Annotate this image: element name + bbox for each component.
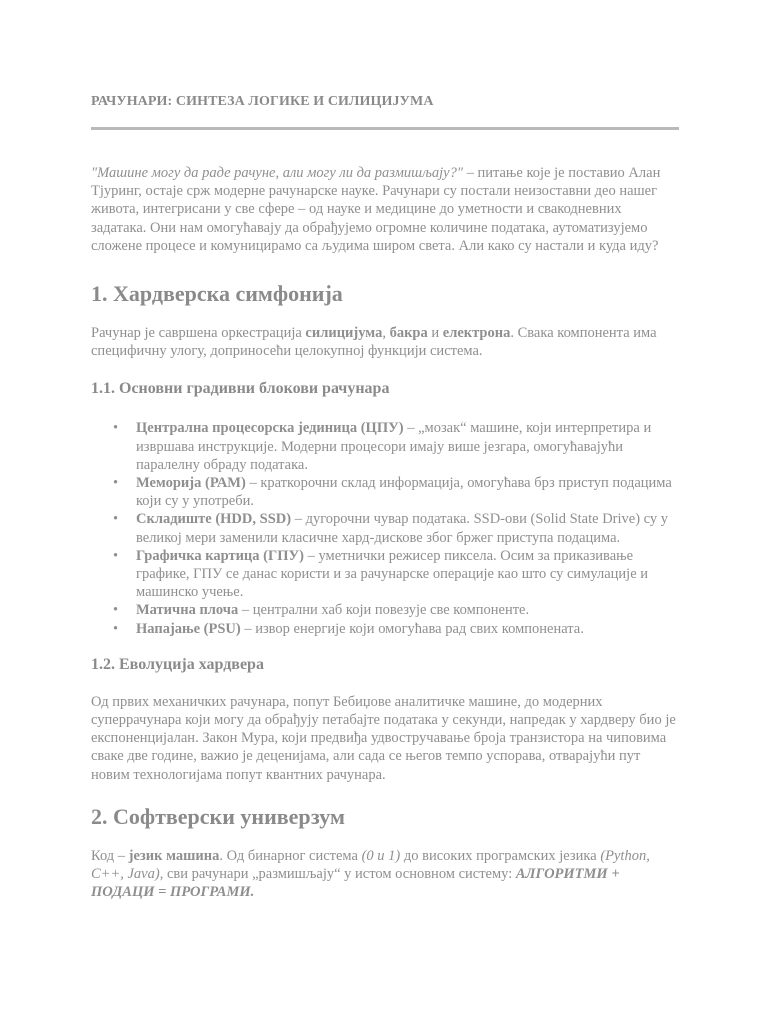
bullet-icon: • [113,420,119,437]
bullet-icon: • [113,475,119,492]
intro-paragraph [91,164,679,255]
list-item [91,620,679,638]
italic-term: (Python, C++, Java) [91,847,650,883]
list-item-term: Складиште (HDD, SSD) [136,511,292,528]
list-item-term: Графичка картица (ГПУ) [136,547,304,564]
title-divider [91,127,679,130]
list-item-desc: – централни хаб који повезује све компоненте. [238,602,530,619]
italic-term: (0 и 1) [361,847,401,864]
list-item-desc: – „мозак“ машине, који интерпретира и извршава инструкције. Модерни процесори имају више језгара, омогућавајући паралелну обраду података. [136,420,652,473]
document-body [91,164,679,901]
section1-paragraph: Рачунар је савршена оркестрација силицијума, бакра и електрона. Свака компонента има специфичну улогу, доприносећи целокупној функцији система. [91,325,657,360]
bullet-icon: • [113,602,119,619]
list-item [91,547,679,602]
bold-term: бакра [389,325,428,342]
bullet-icon: • [113,511,119,528]
hardware-evolution-paragraph: Од првих механичких рачунара, попут Бебиџове аналитичке машине, до модерних суперрачунара који могу да обрађују петабајте података у секунди, напредак у хардверу био је експоненцијалан. Закон Мура, који предвиђа удвостручавање броја транзистора на чиповима сваке две године, важио је деценијама, али сада се његов темпо успорава, отварајући пут новим технологијама попут квантних рачунара. [91,693,676,783]
list-item-desc: – дугорочни чувар података. SSD-ови (Solid State Drive) су у великој мери заменили класичне хард-дискове због бржег приступа подацима. [136,511,669,546]
list-item-term: Напајање (PSU) [136,620,241,637]
list-item-desc: – уметнички режисер пиксела. Осим за приказивање графике, ГПУ се данас користи и за рачунарске операције као што су симулације и машинско учење. [136,547,649,601]
bullet-icon: • [113,547,119,564]
list-item-term: Матична плоча [136,602,239,619]
intro-quote: "Машине могу да раде рачуне, али могу ли да размишљају?" [91,165,463,181]
bullet-icon: • [113,620,119,637]
list-item-term: Централна процесорска јединица (ЦПУ) [136,420,404,437]
section1-heading: 1. Хардверска симфонија [91,281,343,307]
section2-paragraph: Код – језик машина. Од бинарног система (0 и 1) до високих програмских језика (Python, C++, Java), сви рачунари „размишљају“ у истом основном систему: АЛГОРИТМИ + ПОДАЦИ = ПРОГРАМИ. [91,847,650,901]
list-item-term: Меморија (РАМ) [136,475,246,492]
list-item [91,474,679,510]
list-item [91,510,679,546]
list-item [91,601,679,619]
subsection-1-2-heading: 1.2. Еволуција хардвера [91,655,264,673]
components-list [91,419,679,637]
bold-term: силицијума [305,325,383,342]
bold-term: језик машина [128,847,220,864]
list-item-desc: – краткорочни склад информација, омогућава брз приступ подацима који су у употреби. [136,475,672,510]
bold-term: електрона [442,325,511,342]
document-title: РАЧУНАРИ: СИНТЕЗА ЛОГИКЕ И СИЛИЦИЈУМА [91,94,434,109]
intro-text: – питање које је поставио Алан Тјуринг, остаје срж модерне рачунарске науке. Рачунари су постали неизоставни део нашег живота, интегрисани у све сфере – од науке и медицине до уметности и свакодневних задатака. Они нам омогућавају да обрађујемо огромне количине података, аутоматизујемо сложене процесе и комуницирамо са људима широм света. Али како су настали и куда иду? [91,165,661,254]
section2-heading: 2. Софтверски универзум [91,803,345,829]
list-item-desc: – извор енергије који омогућава рад свих компонената. [240,620,584,637]
subsection-1-1-heading: 1.1. Основни градивни блокови рачунара [91,380,390,398]
list-item [91,419,679,474]
bold-italic-formula: АЛГОРИТМИ + ПОДАЦИ = ПРОГРАМИ. [91,866,620,901]
